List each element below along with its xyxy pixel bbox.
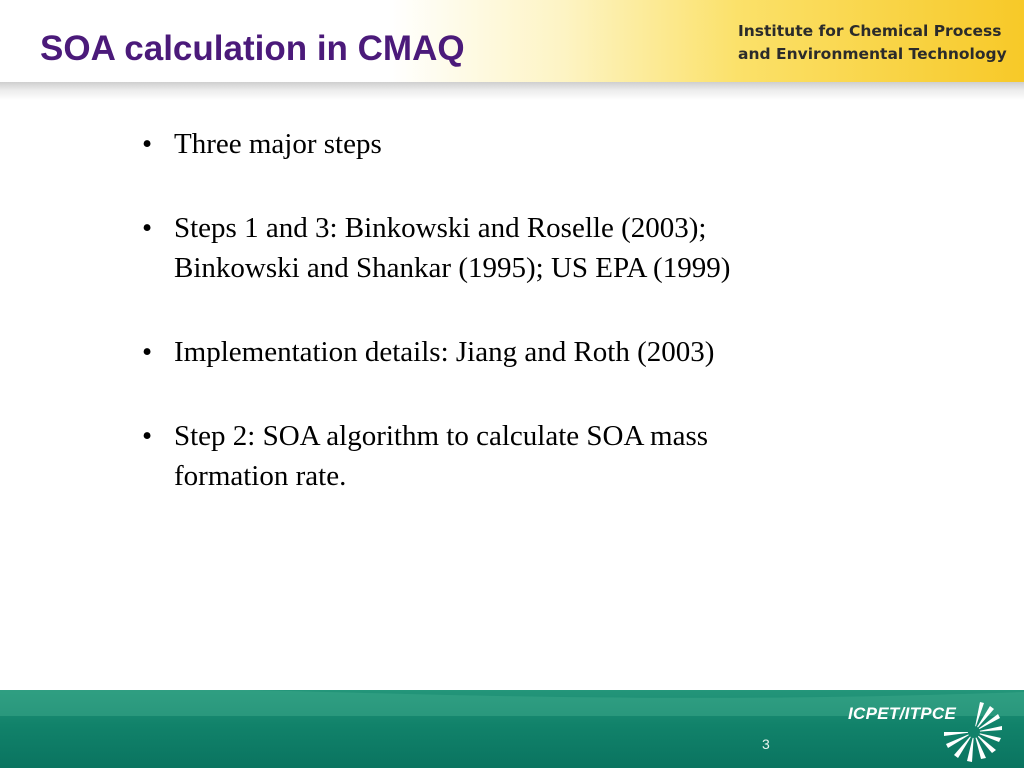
institute-line-2: and Environmental Technology <box>738 45 1007 63</box>
sunburst-icon <box>904 700 1004 764</box>
bullet-item <box>140 124 840 164</box>
bullet-line: Step 2: SOA algorithm to calculate SOA mass <box>174 420 709 452</box>
header-shadow <box>0 82 1024 100</box>
slide-footer <box>0 690 1024 768</box>
bullet-marker: • <box>142 128 153 160</box>
bullet-line: Binkowski and Shankar (1995); US EPA (1999) <box>174 252 731 284</box>
bullet-marker: • <box>142 212 153 244</box>
logo-text: ICPET/ITPCE <box>848 704 957 723</box>
bullet-item <box>140 416 840 496</box>
page-number: 3 <box>762 736 770 752</box>
icpet-logo <box>848 700 1018 764</box>
institute-line-1: Institute for Chemical Process <box>738 22 1002 40</box>
bullet-item <box>140 208 840 288</box>
bullet-line: Three major steps <box>174 128 382 160</box>
bullet-line: Implementation details: Jiang and Roth (2003) <box>174 336 715 368</box>
bullet-list <box>140 124 840 540</box>
bullet-line: formation rate. <box>174 460 347 492</box>
bullet-line: Steps 1 and 3: Binkowski and Roselle (2003); <box>174 212 707 244</box>
institute-name <box>738 20 1018 66</box>
slide-title: SOA calculation in CMAQ <box>40 29 465 68</box>
bullet-item <box>140 332 840 372</box>
bullet-marker: • <box>142 336 153 368</box>
bullet-marker: • <box>142 420 153 452</box>
